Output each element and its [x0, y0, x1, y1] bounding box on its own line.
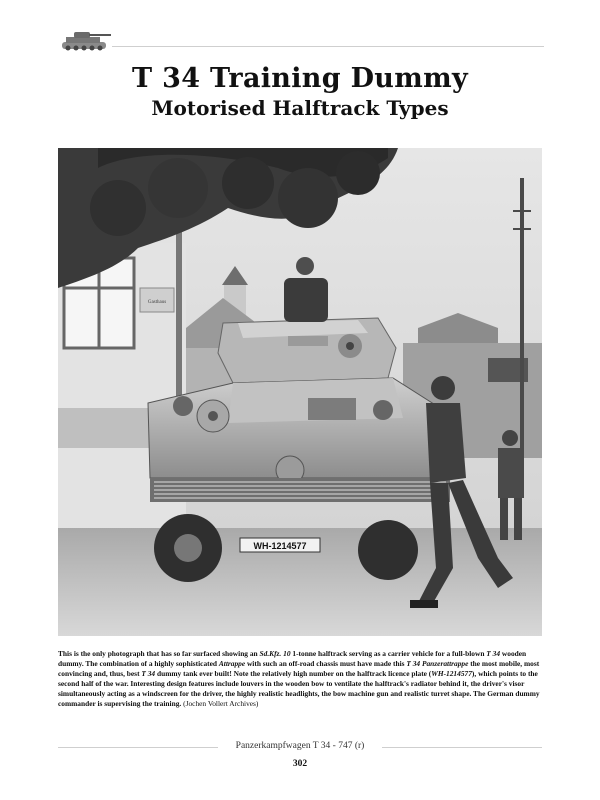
title-block	[0, 62, 600, 122]
page-number: 302	[292, 759, 308, 769]
header-rule	[112, 46, 544, 47]
shop-sign: Gasthaus	[147, 300, 167, 305]
page-subtitle: Motorised Halftrack Types	[151, 96, 449, 120]
footer-book-title: Panzerkampfwagen T 34 - 747 (r)	[235, 741, 365, 751]
photo-caption: This is the only photograph that has so far surfaced showing an Sd.Kfz. 10 1-tonne halftrack serving as a carrier vehicle for a full-blown T 34 wooden dummy. The combination of a highly sophisticated Attrappe with such an off-road chassis must have made this T 34 Panzerattrappe the most mobile, most convincing and, thus, best T 34 dummy tank ever built! Note the relatively high number on the halftrack licence plate (WH-1214577), which points to the second half of the war. Interesting design features include louvers in the wooden bow to ventilate the halftrack's radiator behind it, the driver's visor simultaneously acting as a windscreen for the driver, the highly realistic headlights, the bow machine gun and realistic turret shape. The German dummy commander is supervising the training. (Jochen Vollert Archives)	[58, 649, 540, 708]
page-title: T 34 Training Dummy	[132, 63, 468, 94]
tank-silhouette-icon	[56, 28, 116, 54]
photo-credit: (Jochen Vollert Archives)	[183, 698, 259, 708]
licence-plate: WH-1214577	[253, 541, 307, 551]
historical-photograph	[58, 148, 542, 636]
